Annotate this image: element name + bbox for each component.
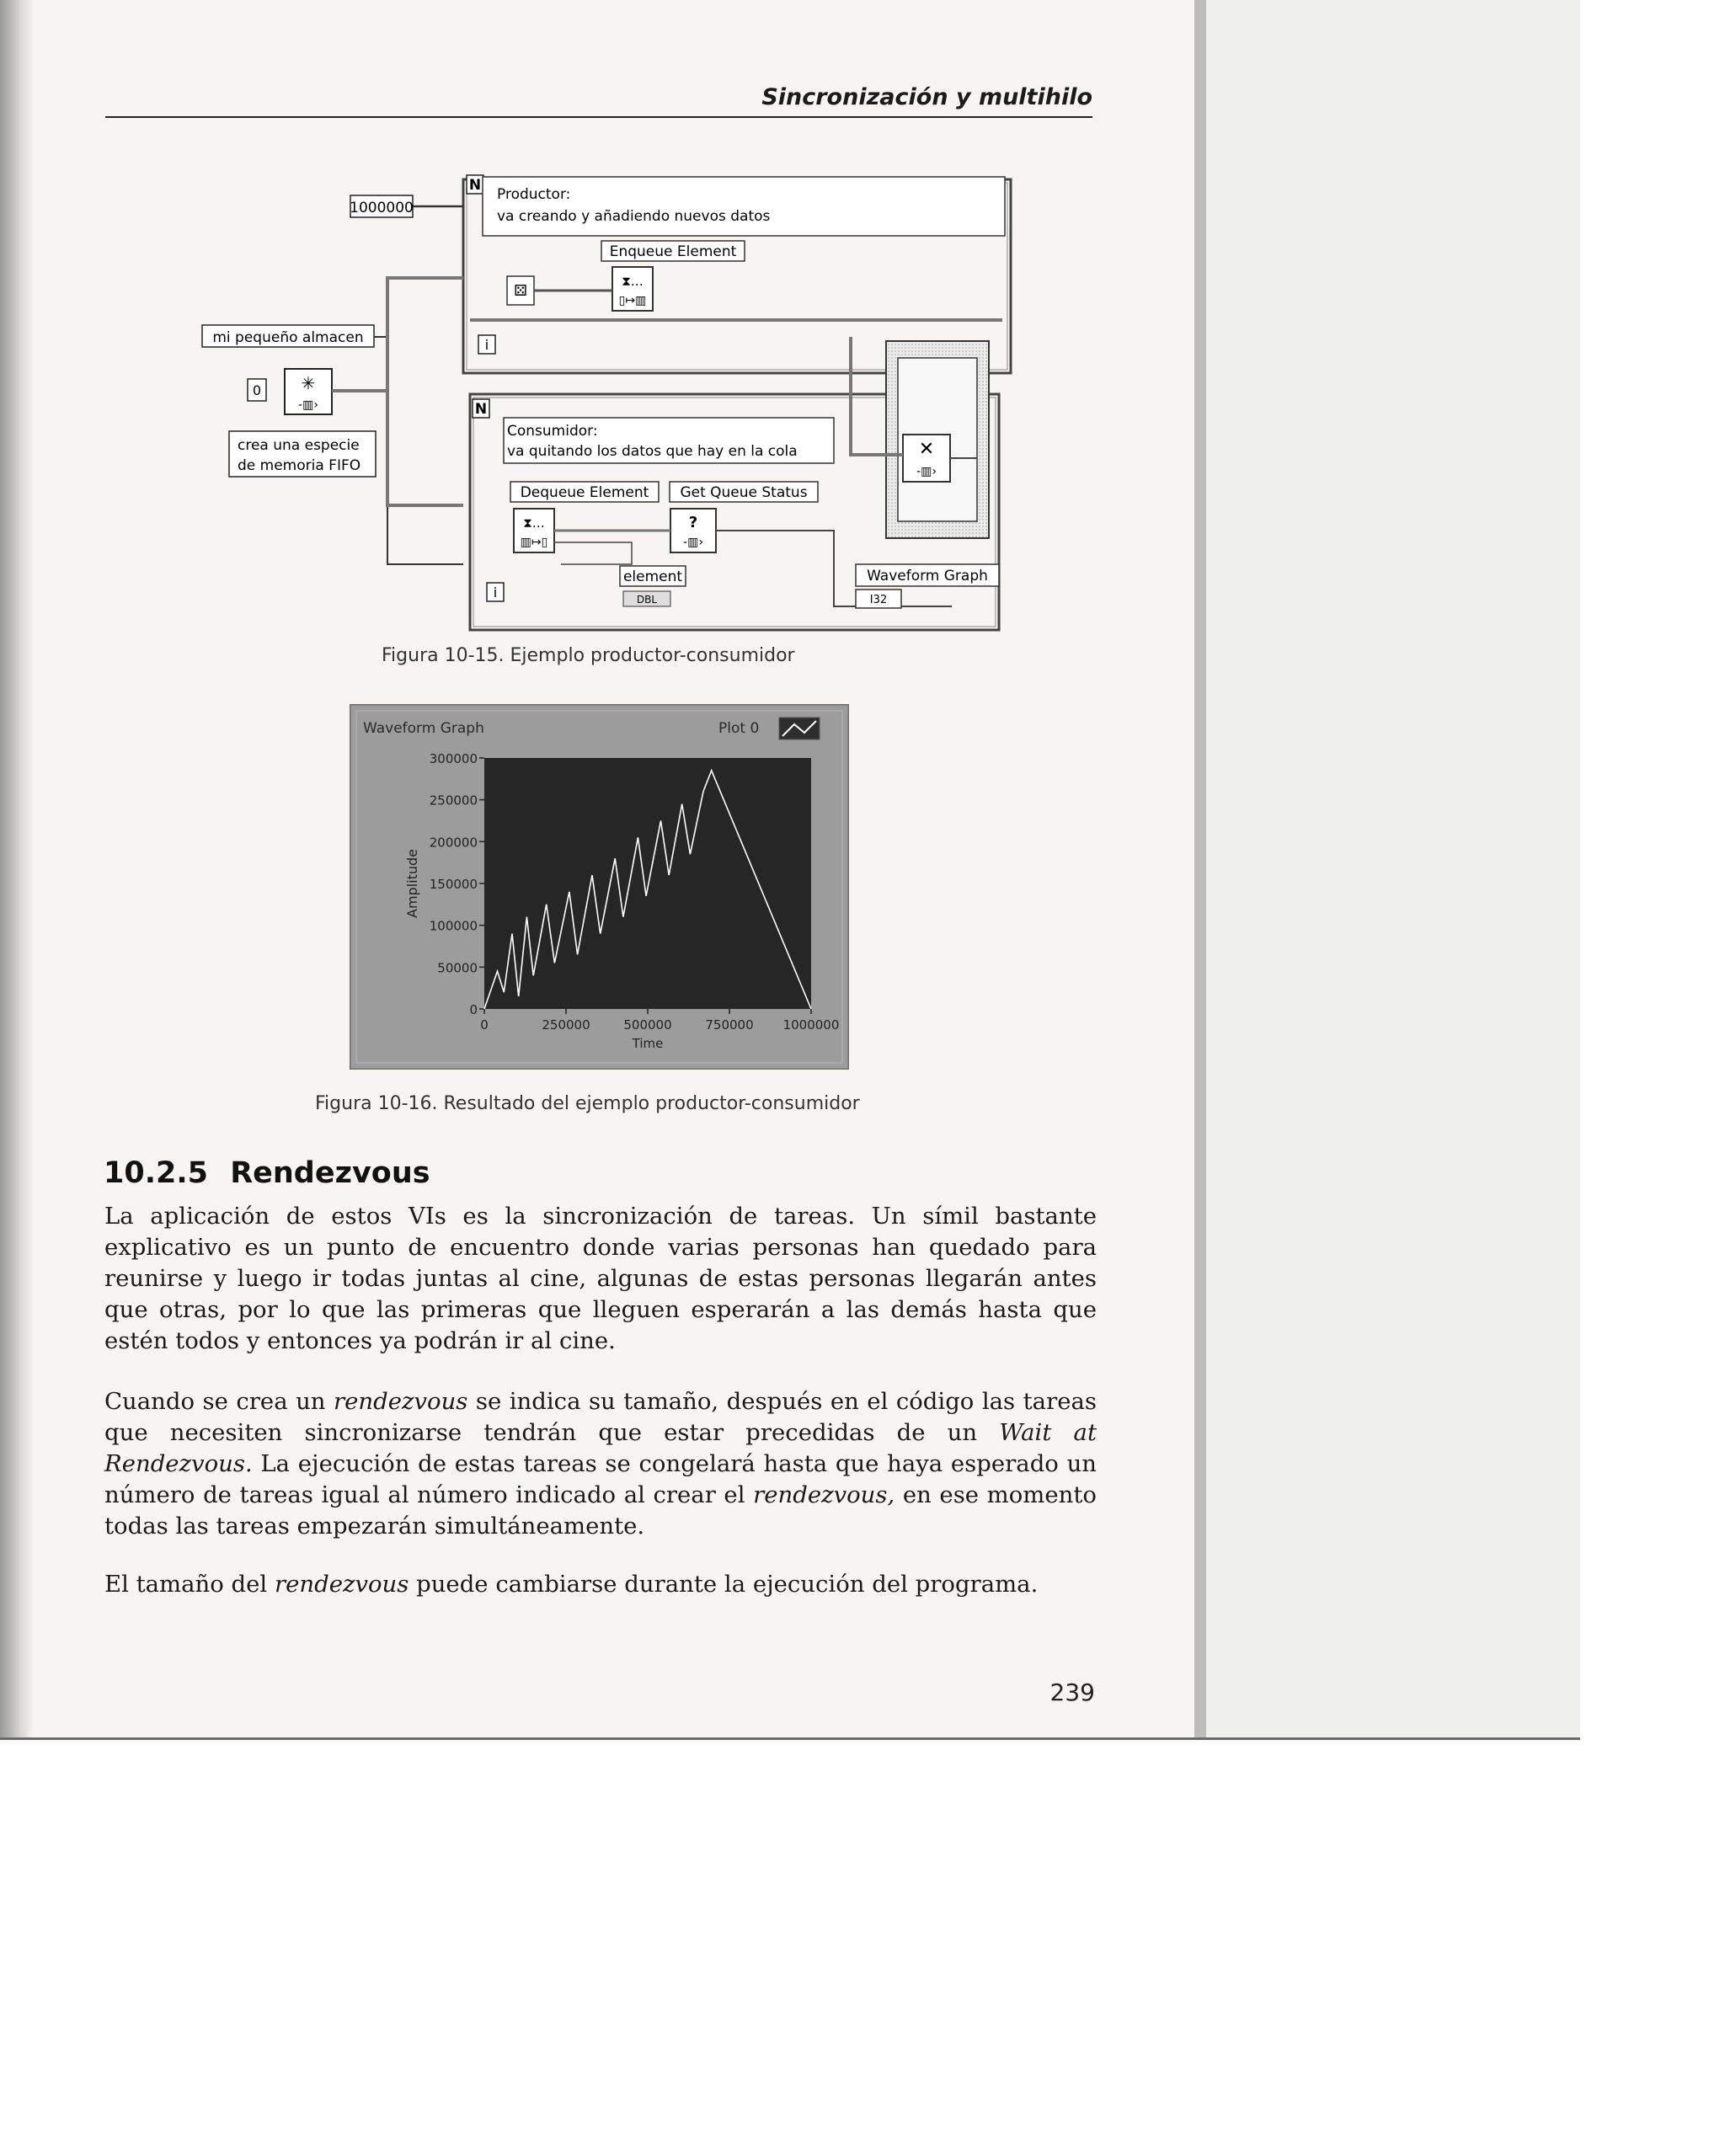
running-head: Sincronización y multihilo xyxy=(761,84,1092,110)
consumer-loop-index-icon: i xyxy=(493,584,498,600)
text-span: La ejecución de estas tareas se congelará hasta que haya esperado un número de tareas igual al número indicado al crear el xyxy=(104,1450,1097,1508)
figure-10-16-caption: Figura 10-16. Resultado del ejemplo productor-consumidor xyxy=(315,1093,860,1114)
page-number: 239 xyxy=(1049,1678,1095,1706)
graph-panel-title: Waveform Graph xyxy=(363,720,484,737)
element-indicator-label: element xyxy=(622,568,683,585)
svg-text:▥↦▯: ▥↦▯ xyxy=(520,536,548,549)
page-binding-shadow xyxy=(0,0,34,1739)
text-span: El tamaño del xyxy=(104,1571,275,1598)
svg-text:▯↦▥: ▯↦▥ xyxy=(618,294,647,307)
paragraph-3 xyxy=(104,1569,1097,1600)
y-tick-label: 250000 xyxy=(429,792,478,808)
figure-10-16-waveform-panel xyxy=(350,704,849,1070)
obtain-queue-icon: ✳ xyxy=(301,373,316,393)
text-span: se indica su tamaño, después en el código las tareas que necesiten sincronizarse tendrán que estar precedidas de un xyxy=(104,1388,1097,1446)
queue-name-constant: mi pequeño almacen xyxy=(212,329,364,346)
y-tick-label: 200000 xyxy=(429,835,478,851)
graph-type-i32: I32 xyxy=(869,594,888,606)
y-tick-label: 150000 xyxy=(429,877,478,892)
dequeue-element-label: Dequeue Element xyxy=(520,484,649,501)
x-axis-label: Time xyxy=(632,1036,664,1051)
consumer-comment-line1: Consumidor: xyxy=(507,423,598,440)
figure-10-15-block-diagram xyxy=(194,168,1028,640)
page-edge-strip xyxy=(1194,0,1206,1739)
queue-zero-constant: 0 xyxy=(252,382,262,398)
svg-text:-▥›: -▥› xyxy=(916,465,937,478)
enqueue-element-label: Enqueue Element xyxy=(609,243,737,260)
y-tick-label: 0 xyxy=(469,1002,478,1017)
producer-comment-line1: Productor: xyxy=(497,186,571,203)
constant-1000000: 1000000 xyxy=(350,200,414,216)
figure-10-15-caption: Figura 10-15. Ejemplo productor-consumidor xyxy=(382,645,795,666)
x-tick-label: 500000 xyxy=(623,1017,672,1033)
y-axis-label: Amplitude xyxy=(404,849,420,918)
x-tick-label: 750000 xyxy=(705,1017,754,1033)
dequeue-icon: ⧗… xyxy=(523,515,545,531)
random-dice-icon: ⚄ xyxy=(514,282,527,300)
emphasis-rendezvous: rendezvous, xyxy=(753,1481,895,1508)
consumer-comment-line2: va quitando los datos que hay en la cola xyxy=(507,443,798,460)
queue-status-icon: ? xyxy=(688,514,698,531)
consumer-loop-count-icon: N xyxy=(474,401,488,418)
array-multiply-icon: ✕ xyxy=(918,439,935,460)
fifo-comment-line2: de memoria FIFO xyxy=(238,457,361,474)
y-tick-label: 100000 xyxy=(429,918,478,934)
enqueue-icon: ⧗… xyxy=(622,274,644,289)
text-span: en ese momento todas las tareas empezarán simultáneamente. xyxy=(104,1481,1097,1540)
waveform-chart xyxy=(350,704,849,1070)
svg-text:-▥›: -▥› xyxy=(683,536,703,549)
text-span: Cuando se crea un xyxy=(104,1388,334,1415)
producer-comment-line2: va creando y añadiendo nuevos datos xyxy=(497,208,771,225)
get-queue-status-label: Get Queue Status xyxy=(680,484,808,501)
producer-loop-count-icon: N xyxy=(468,177,482,194)
emphasis-rendezvous: rendezvous xyxy=(333,1388,468,1415)
paragraph-1: La aplicación de estos VIs es la sincronización de tareas. Un símil bastante explicativo es un punto de encuentro donde varias personas han quedado para reunirse y luego ir todas juntas al cine, algunas de estas personas llegarán antes que otras, por lo que las primeras que lleguen esperarán a las demás hasta que estén todos y entonces ya podrán ir al cine. xyxy=(104,1203,1097,1354)
emphasis-rendezvous: rendezvous xyxy=(274,1571,409,1598)
section-number: 10.2.5 xyxy=(104,1156,209,1190)
paragraph-2 xyxy=(104,1386,1097,1542)
x-tick-label: 250000 xyxy=(542,1017,590,1033)
x-tick-label: 0 xyxy=(480,1017,489,1033)
waveform-graph-terminal-label: Waveform Graph xyxy=(867,568,988,584)
section-title: Rendezvous xyxy=(230,1156,430,1190)
fifo-comment-line1: crea una especie xyxy=(238,437,360,454)
producer-loop-index-icon: i xyxy=(484,337,489,353)
header-rule xyxy=(105,116,1092,118)
legend-label: Plot 0 xyxy=(718,720,760,737)
scanner-background xyxy=(1206,0,1580,1739)
scan-bottom-edge xyxy=(0,1737,1580,1740)
x-tick-label: 1000000 xyxy=(782,1017,840,1033)
emphasis-wait-at-rendezvous: Wait at Rendezvous. xyxy=(104,1419,1097,1477)
section-heading xyxy=(104,1156,430,1190)
svg-text:-▥›: -▥› xyxy=(298,398,318,412)
y-tick-label: 300000 xyxy=(429,751,478,766)
y-tick-label: 50000 xyxy=(437,960,478,976)
text-span: puede cambiarse durante la ejecución del programa. xyxy=(409,1571,1039,1598)
element-type-dbl: DBL xyxy=(636,594,658,606)
